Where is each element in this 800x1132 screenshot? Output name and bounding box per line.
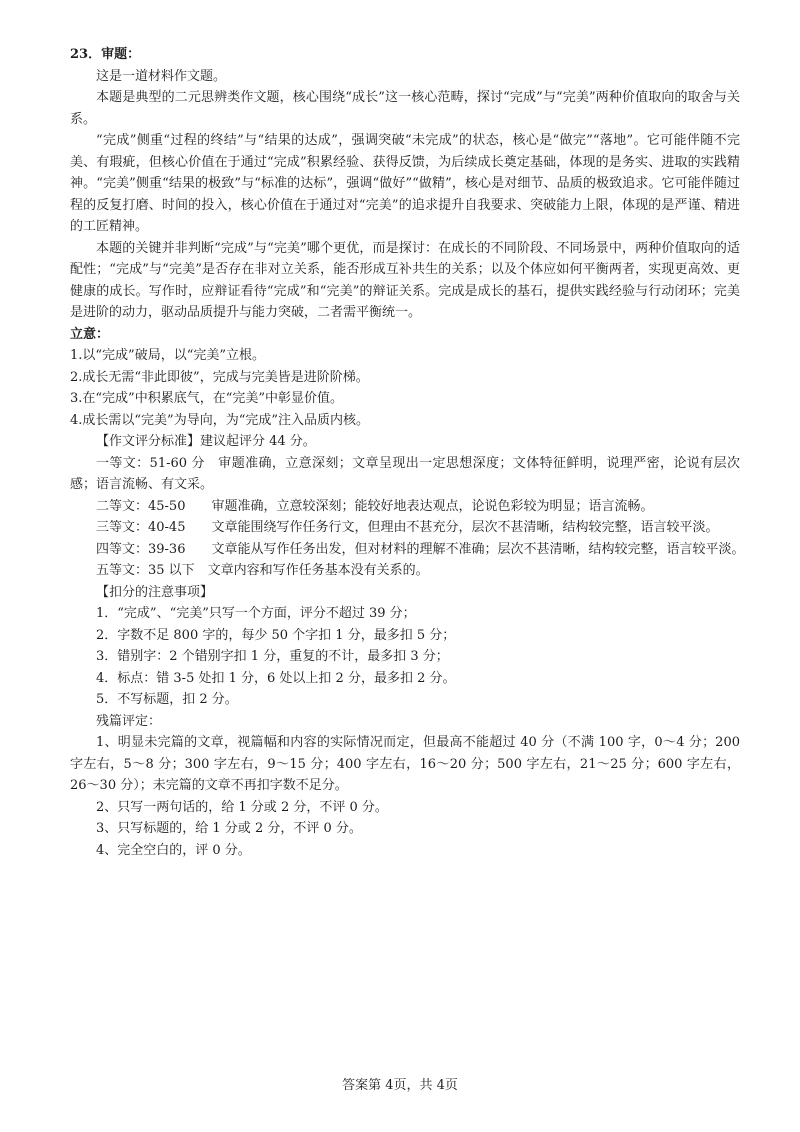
deduction-title: 【扣分的注意事项】 [96, 584, 214, 600]
grade-5: 五等文：35 以下 文章内容和写作任务基本没有关系的。 [96, 563, 429, 578]
analysis-paragraph-1: 这是一道材料作文题。 [96, 68, 227, 84]
grade-1: 一等文：51-60 分 审题准确，立意深刻；文章呈现出一定思想深度；文体特征鲜明，说理严密，论说有层次感；语言流畅、有文采。 [70, 455, 740, 492]
incomplete-item-2: 2、只写一两句话的，给 1 分或 2 分，不评 0 分。 [96, 799, 388, 815]
deduction-item-2: 2．字数不足 800 字的，每少 50 个字扣 1 分，最多扣 5 分； [96, 627, 456, 643]
deduction-item-3: 3．错别字：2 个错别字扣 1 分，重复的不计，最多扣 3 分； [96, 649, 449, 664]
liyi-item-4: 4.成长需以“完美”为导向，为“完成”注入品质内核。 [70, 412, 369, 428]
answer-content [70, 44, 745, 861]
deduction-item-5: 5．不写标题，扣 2 分。 [96, 692, 238, 707]
analysis-paragraph-2: 本题是典型的二元思辨类作文题，核心围绕“成长”这一核心范畴，探讨“完成”与“完美”两种价值取向的取舍与关系。 [70, 90, 740, 127]
deduction-item-4: 4．标点：错 3-5 处扣 1 分，6 处以上扣 2 分，最多扣 2 分。 [96, 670, 456, 686]
liyi-item-1: 1.以“完成”破局，以“完美”立根。 [70, 348, 265, 363]
scoring-standard-title: 【作文评分标准】建议起评分 44 分。 [96, 434, 316, 449]
deduction-item-1: 1．“完成”、“完美”只写一个方面，评分不超过 39 分； [96, 606, 416, 621]
liyi-title: 立意： [70, 326, 110, 342]
liyi-item-2: 2.成长无需“非此即彼”，完成与完美皆是进阶阶梯。 [70, 369, 369, 385]
analysis-paragraph-3: “完成”侧重“过程的终结”与“结果的达成”，强调突破“未完成”的状态，核心是“做完”“落地”。它可能伴随不完美、有瑕疵，但核心价值在于通过“完成”积累经验、获得反馈，为后续成长奠定基础，体现的是务实、进取的实践精神。“完美”侧重“结果的极致”与“标准的达标”，强调“做好”“做精”，核心是对细节、品质的极致追求。它可能伴随过程的反复打磨、时间的投入，核心价值在于通过对“完美”的追求提升自我要求、突破能力上限，体现的是严谨、精进的工匠精神。 [70, 133, 740, 234]
incomplete-item-1: 1、明显未完篇的文章，视篇幅和内容的实际情况而定，但最高不能超过 40 分（不满 100 字，0～4 分；200 字左右，5～8 分；300 字左右，9～15 分；400 字左右，16～20 分；500 字左右，21～25 分；600 字左右，26～30 分）；未完篇的文章不再扣字数不足分。 [70, 735, 740, 793]
incomplete-item-3: 3、只写标题的，给 1 分或 2 分，不评 0 分。 [96, 821, 362, 836]
liyi-item-3: 3.在“完成”中积累底气，在“完美”中彰显价值。 [70, 391, 343, 406]
incomplete-title: 残篇评定： [96, 713, 162, 729]
grade-4: 四等文：39-36 文章能从写作任务出发，但对材料的理解不准确；层次不甚清晰，结构较完整，语言较平淡。 [96, 541, 745, 557]
grade-2: 二等文：45-50 审题准确，立意较深刻；能较好地表达观点，论说色彩较为明显；语言流畅。 [96, 498, 654, 514]
analysis-paragraph-4: 本题的关键并非判断“完成”与“完美”哪个更优，而是探讨：在成长的不同阶段、不同场景中，两种价值取向的适配性；“完成”与“完美”是否存在非对立关系，能否形成互补共生的关系；以及个体应如何平衡两者，实现更高效、更健康的成长。写作时，应辩证看待“完成”和“完美”的辩证关系。完成是成长的基石，提供实践经验与行动闭环；完美是进阶的动力，驱动品质提升与能力突破，二者需平衡统一。 [70, 240, 740, 320]
incomplete-item-4: 4、完全空白的，评 0 分。 [96, 842, 251, 858]
question-title: 23．审题： [70, 47, 141, 62]
grade-3: 三等文：40-45 文章能围绕写作任务行文，但理由不甚充分，层次不甚清晰，结构较完整，语言较平淡。 [96, 520, 719, 535]
page-footer: 答案第 4页，共 4页 [342, 1078, 458, 1093]
